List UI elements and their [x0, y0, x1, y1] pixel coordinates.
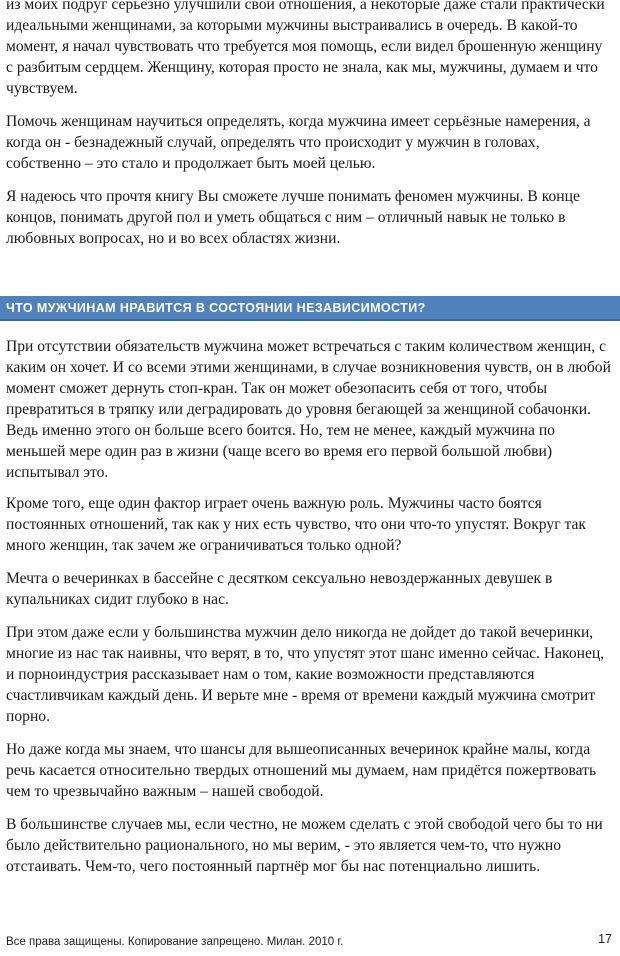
text-line: меньшей мере один раз в жизни (чаще всего во время его первой большой любви) [6, 443, 553, 460]
text-line: многие из нас так наивны, что верят, в то, что упустят этот шанс именно сейчас. Наконец, [6, 645, 605, 662]
paragraph [6, 493, 620, 556]
paragraph [6, 186, 620, 249]
page-number: 17 [598, 932, 612, 946]
text-line: чувствуем. [6, 80, 78, 97]
text-line: Мечта о вечеринках в бассейне с десятком сексуально невоздержанных девушек в [6, 570, 553, 587]
text-line: Кроме того, еще один фактор играет очень важную роль. Мужчины часто боятся [6, 495, 542, 512]
text-line: момент сможет дернуть стоп-кран. Так он может обезопасить себя от того, чтобы [6, 380, 548, 397]
text-line: речь касается относительно твердых отношений мы думаем, нам придётся пожертвовать [6, 762, 597, 779]
text-line: концов, понимать другой пол и уметь общаться с ним – отличный навык не только в [6, 209, 566, 226]
text-line: с разбитым сердцем. Женщину, которая просто не знала, как мы, мужчины, думаем и что [6, 59, 598, 76]
text-line: много женщин, так зачем же ограничиваться только одной? [6, 537, 402, 554]
section-heading: ЧТО МУЖЧИНАМ НРАВИТСЯ В СОСТОЯНИИ НЕЗАВИСИМОСТИ? [0, 296, 620, 321]
paragraph [6, 739, 620, 802]
text-line: чем то чрезвычайно важным – нашей свободой. [6, 783, 324, 800]
text-line: Я надеюсь что прочтя книгу Вы сможете лучше понимать феномен мужчины. В конце [6, 188, 580, 205]
paragraph [6, 622, 620, 727]
paragraph [6, 568, 620, 610]
text-line: испытывал это. [6, 464, 109, 481]
text-line: превратиться в тряпку или деградировать до уровня бегающей за женщиной собачонки. [6, 401, 592, 418]
text-line: момент, я начал чувствовать что требуется моя помощь, если видел брошенную женщину [6, 38, 603, 55]
text-line: Помочь женщинам научиться определять, когда мужчина имеет серьёзные намерения, а [6, 113, 591, 130]
paragraph [6, 814, 620, 877]
text-line: В большинстве случаев мы, если честно, не можем сделать с этой свободой чего бы то ни [6, 816, 603, 833]
text-line: купальниках сидит глубоко в нас. [6, 591, 229, 608]
text-line: собственно – это стало и продолжает быть моей целью. [6, 155, 376, 172]
text-line: счастливчикам каждый день. И верьте мне - время от времени каждый мужчина смотрит [6, 687, 596, 704]
text-line: При отсутствии обязательств мужчина может встречаться с таким количеством женщин, с [6, 338, 607, 355]
text-line: и порноиндустрия рассказывает нам о том, какие возможности представляются [6, 666, 535, 683]
text-line: Но даже когда мы знаем, что шансы для вышеописанных вечеринок крайне малы, когда [6, 741, 591, 758]
text-line: Ведь именно этого он больше всего боится. Но, тем не менее, каждый мужчина по [6, 422, 555, 439]
text-line: идеальными женщинами, за которыми мужчины выстраивались в очередь. В какой-то [6, 17, 578, 34]
paragraph [6, 0, 620, 99]
text-line: из моих подруг серьезно улучшили свои отношения, а некоторые даже стали практически [6, 0, 605, 13]
text-line: При этом даже если у большинства мужчин дело никогда не дойдет до такой вечеринки, [6, 624, 594, 641]
text-line: было действительно рационального, но мы верим, - это является чем-то, что нужно [6, 837, 562, 854]
text-line: отстаивать. Чем-то, чего постоянный партнёр мог бы нас потенциально лишить. [6, 858, 541, 875]
text-line: порно. [6, 708, 50, 725]
paragraph [6, 111, 620, 174]
text-line: постоянных отношений, так как у них есть чувство, что они что-то упустят. Вокруг так [6, 516, 586, 533]
text-line: каким он хочет. И со всеми этими женщинами, в случае возникновения чувств, он в любой [6, 359, 611, 376]
text-line: когда он - безнадежный случай, определять что происходит у мужчин в головах, [6, 134, 540, 151]
text-line: любовных вопросах, но и во всех областях жизни. [6, 230, 341, 247]
footer-copyright: Все права защищены. Копирование запрещено. Милан. 2010 г. [6, 936, 344, 948]
paragraph [6, 336, 620, 483]
